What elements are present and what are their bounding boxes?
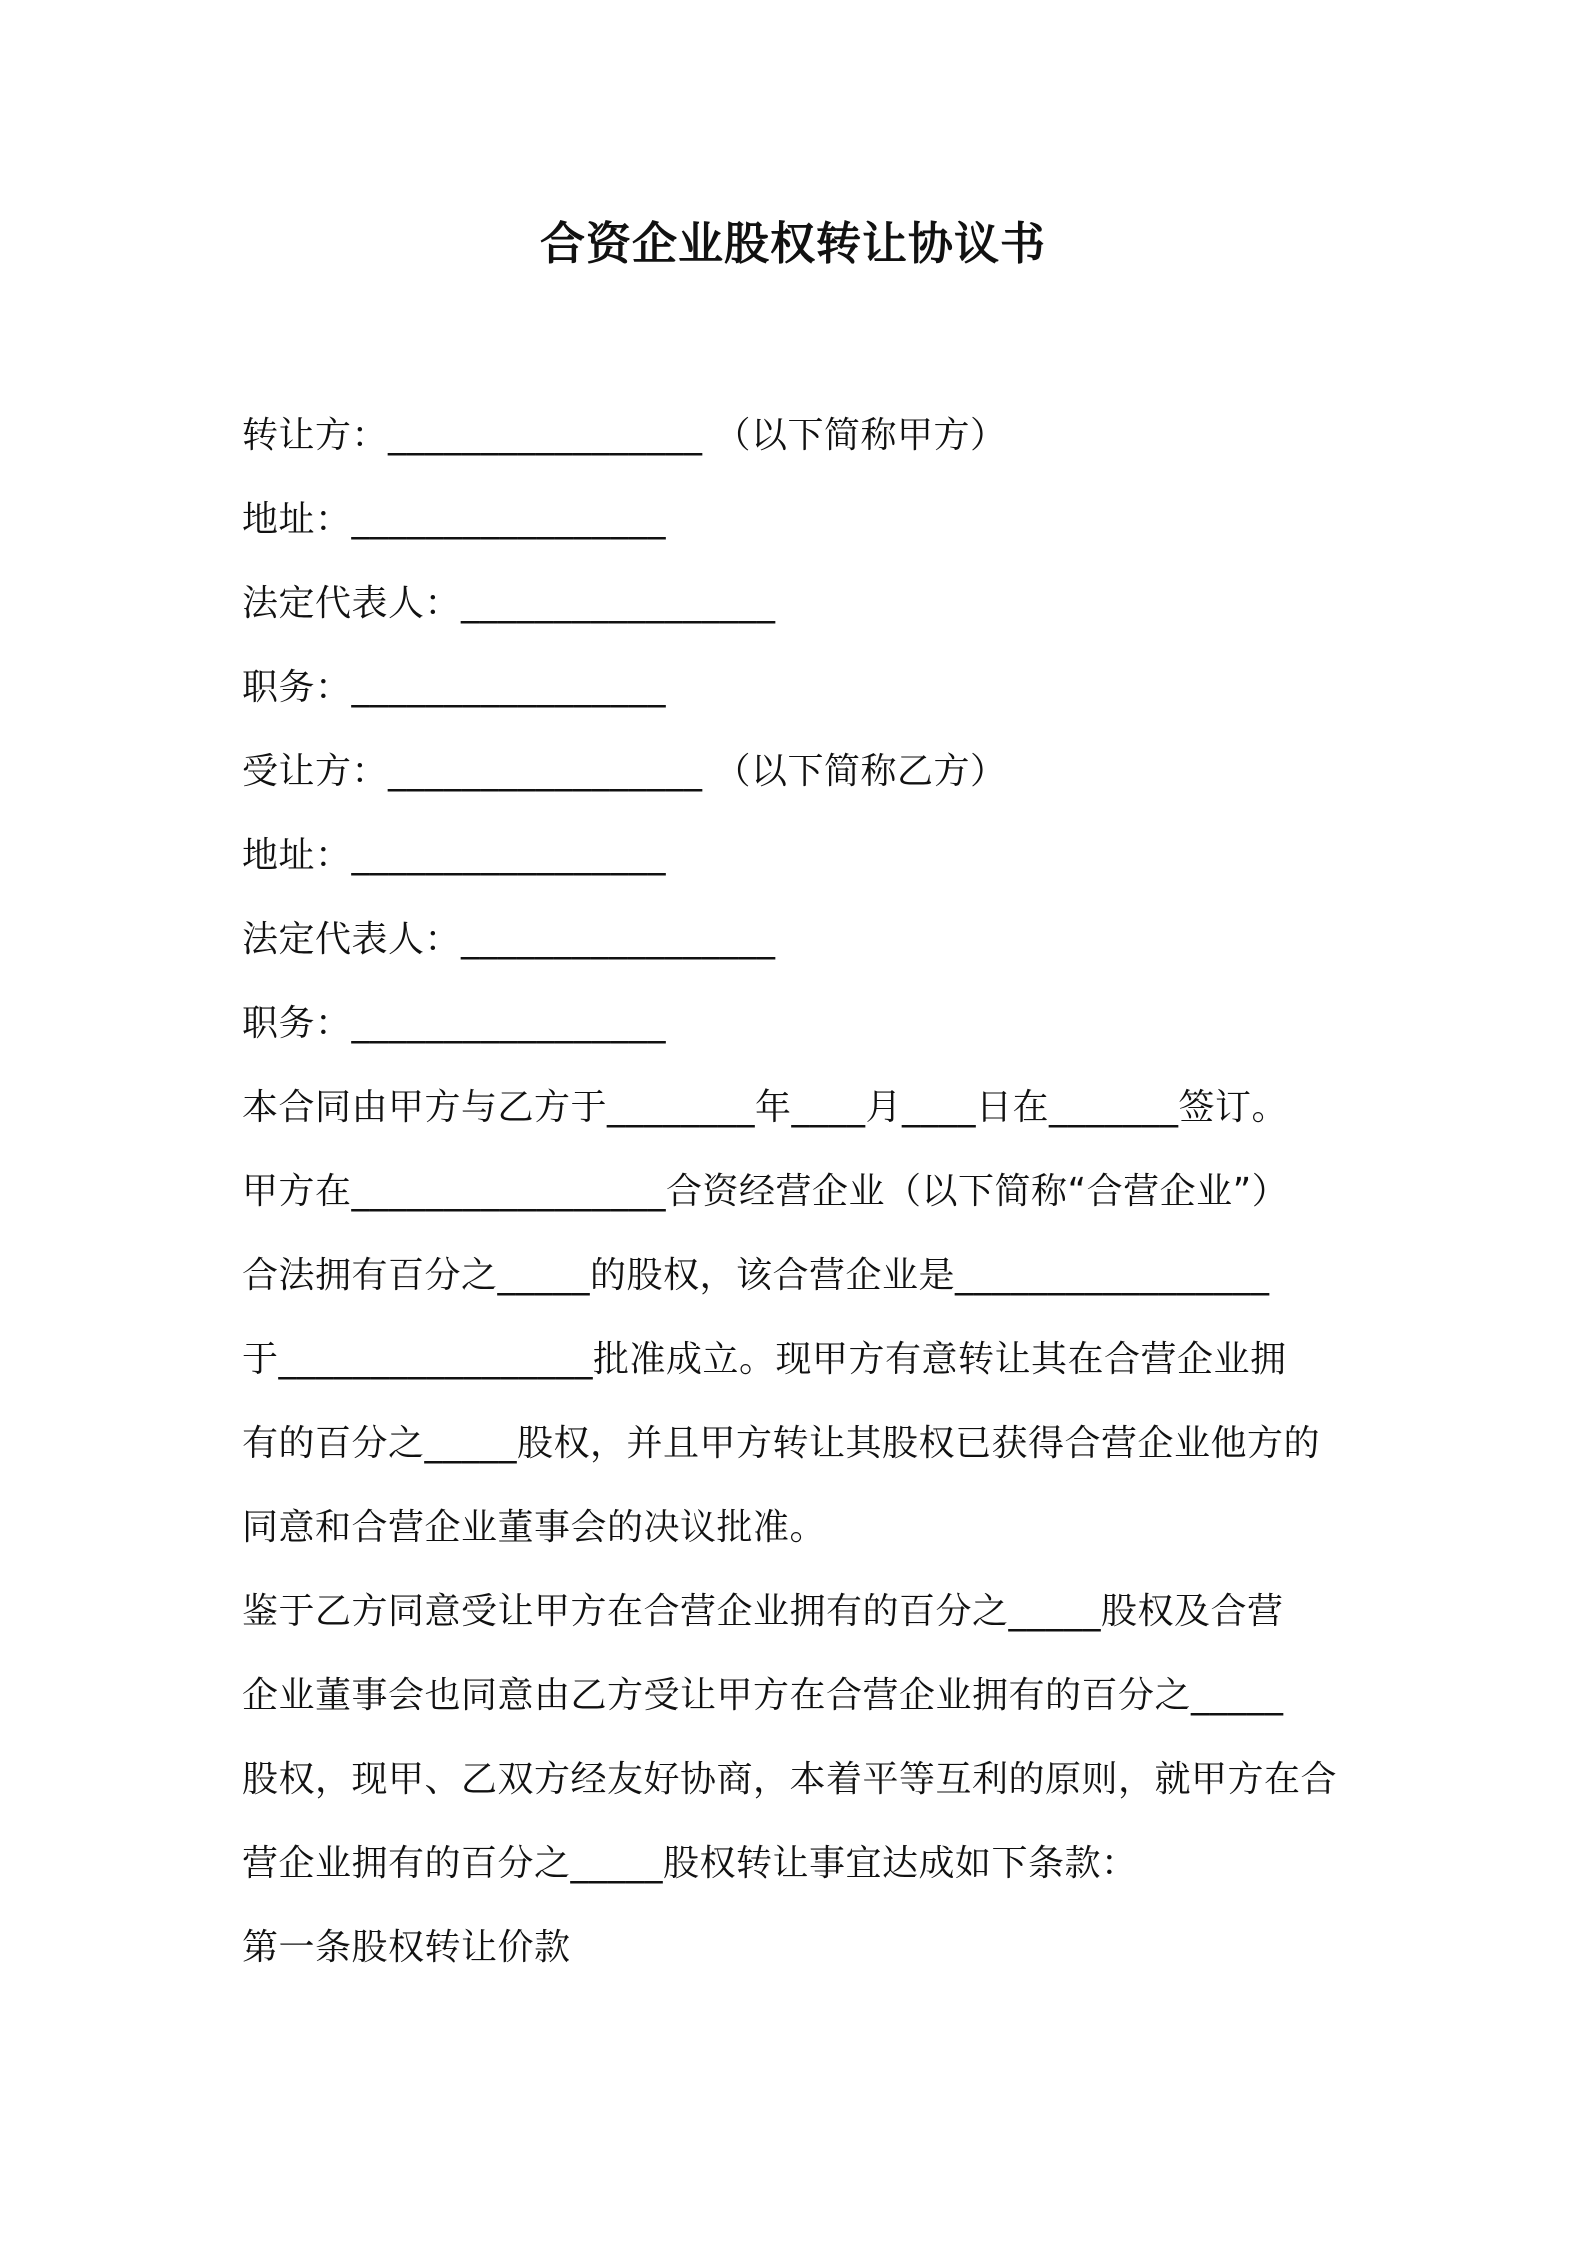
transferee-line: 受让方：_________________ （以下简称乙方） <box>242 751 1007 792</box>
paragraph-line: 同意和合营企业董事会的决议批准。 <box>242 1507 827 1548</box>
paragraph-line: 鉴于乙方同意受让甲方在合营企业拥有的百分之_____股权及合营 <box>242 1591 1284 1632</box>
paragraph-line: 股权，现甲、乙双方经友好协商，本着平等互利的原则，就甲方在合 <box>242 1759 1338 1800</box>
transferee-position-line: 职务：_________________ <box>242 1003 667 1044</box>
paragraph-line: 营企业拥有的百分之_____股权转让事宜达成如下条款： <box>242 1843 1138 1884</box>
document-title: 合资企业股权转让协议书 <box>539 217 1046 270</box>
transferor-position-line: 职务：_________________ <box>242 667 667 708</box>
transferor-address-line: 地址：_________________ <box>242 499 667 540</box>
paragraph-line: 合法拥有百分之_____的股权，该合营企业是_________________ <box>242 1255 1270 1296</box>
paragraph-line: 企业董事会也同意由乙方受让甲方在合营企业拥有的百分之_____ <box>242 1675 1284 1716</box>
transferee-legal-representative-line: 法定代表人：_________________ <box>242 919 776 960</box>
transferee-address-line: 地址：_________________ <box>242 835 667 876</box>
section-heading: 第一条股权转让价款 <box>242 1927 571 1968</box>
transferor-legal-representative-line: 法定代表人：_________________ <box>242 583 776 624</box>
signing-date-line: 本合同由甲方与乙方于________年____月____日在_______签订。 <box>242 1087 1289 1128</box>
paragraph-line: 有的百分之_____股权，并且甲方转让其股权已获得合营企业他方的 <box>242 1423 1321 1464</box>
paragraph-line: 甲方在_________________合资经营企业（以下简称“合营企业”） <box>242 1171 1289 1212</box>
paragraph-line: 于_________________批准成立。现甲方有意转让其在合营企业拥 <box>242 1339 1287 1380</box>
transferor-line: 转让方：_________________ （以下简称甲方） <box>242 415 1007 456</box>
